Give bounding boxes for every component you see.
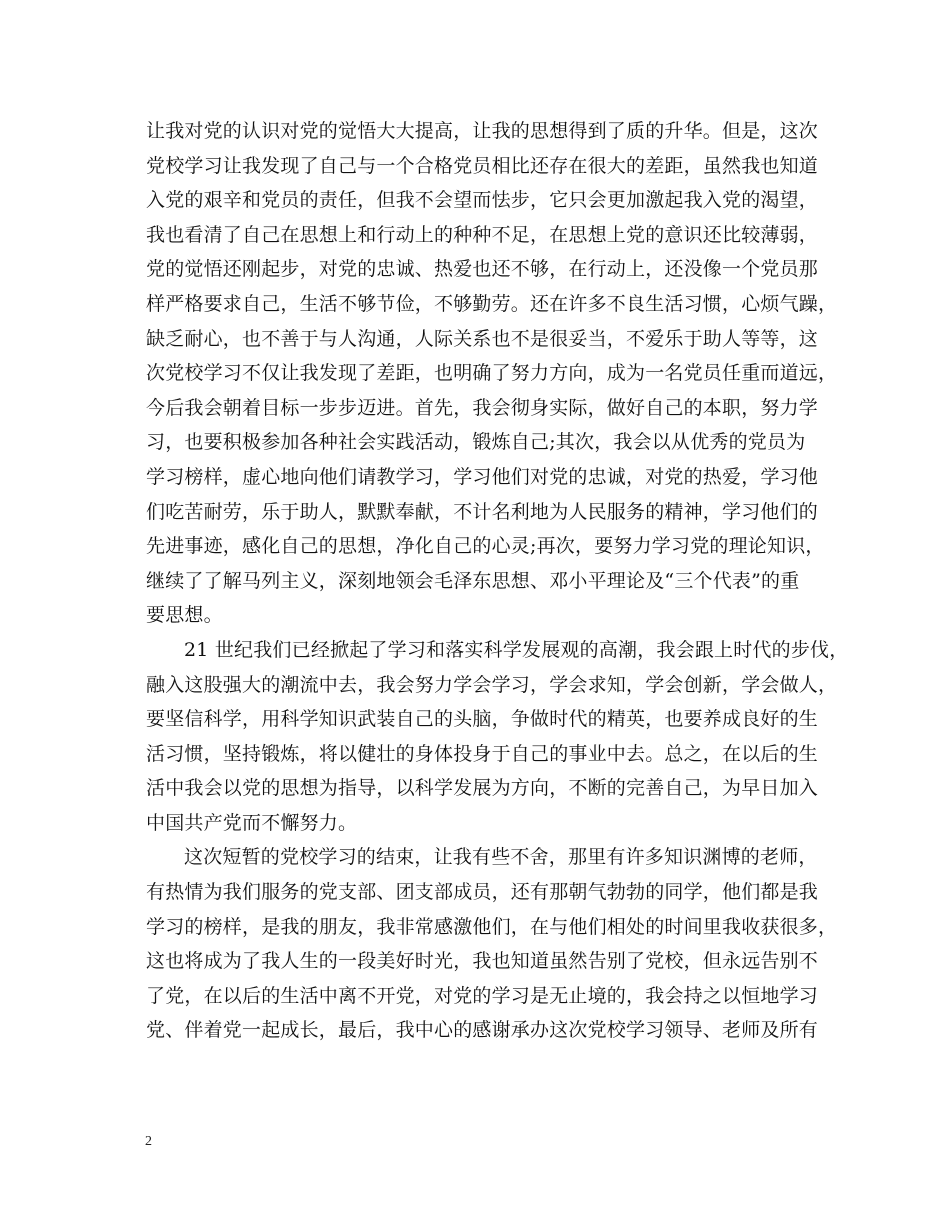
paragraph-first-line: 这次短暂的党校学习的结束，让我有些不舍，那里有许多知识渊博的老师， bbox=[184, 846, 818, 869]
text-line: 党、伴着党一起成长，最后，我中心的感谢承办这次党校学习领导、老师及所有 bbox=[146, 1019, 819, 1042]
text-line: 活习惯，坚持锻炼，将以健壮的身体投身于自己的事业中去。总之，在以后的生 bbox=[146, 742, 819, 765]
text-line: 学习的榜样，是我的朋友，我非常感激他们，在与他们相处的时间里我收获很多， bbox=[146, 915, 838, 938]
text-line: 我也看清了自己在思想上和行动上的种种不足，在思想上党的意识还比较薄弱， bbox=[146, 223, 819, 246]
document-body bbox=[146, 114, 849, 1048]
text-line: 入党的艰辛和党员的责任，但我不会望而怯步，它只会更加激起我入党的渴望， bbox=[146, 189, 819, 212]
text-line: 继续了了解马列主义，深刻地领会毛泽东思想、邓小平理论及“三个代表”的重 bbox=[146, 569, 800, 592]
text-line: 党的觉悟还刚起步，对党的忠诚、热爱也还不够，在行动上，还没像一个党员那 bbox=[146, 258, 819, 281]
text-line: 中国共产党而不懈努力。 bbox=[146, 811, 358, 834]
text-line: 要坚信科学，用科学知识武装自己的头脑，争做时代的精英，也要养成良好的生 bbox=[146, 708, 819, 731]
text-line: 习，也要积极参加各种社会实践活动，锻炼自己;其次，我会以从优秀的党员为 bbox=[146, 431, 806, 454]
text-line: 要思想。 bbox=[146, 604, 223, 627]
text-line: 们吃苦耐劳，乐于助人，默默奉献，不计名利地为人民服务的精神，学习他们的 bbox=[146, 500, 819, 523]
text-line: 今后我会朝着目标一步步迈进。首先，我会彻身实际，做好自己的本职，努力学 bbox=[146, 396, 819, 419]
text-line: 这也将成为了我人生的一段美好时光，我也知道虽然告别了党校，但永远告别不 bbox=[146, 950, 819, 973]
text-line: 次党校学习不仅让我发现了差距，也明确了努力方向，成为一名党员任重而道远， bbox=[146, 362, 838, 385]
text-line: 了党，在以后的生活中离不开党，对党的学习是无止境的，我会持之以恒地学习 bbox=[146, 984, 819, 1007]
text-line: 活中我会以党的思想为指导，以科学发展为方向，不断的完善自己，为早日加入 bbox=[146, 777, 819, 800]
text-line: 先进事迹，感化自己的思想，净化自己的心灵;再次，要努力学习党的理论知识， bbox=[146, 535, 825, 558]
text-line: 融入这股强大的潮流中去，我会努力学会学习，学会求知，学会创新，学会做人， bbox=[146, 673, 838, 696]
text-line: 让我对党的认识对党的觉悟大大提高，让我的思想得到了质的升华。但是，这次 bbox=[146, 120, 819, 142]
text-line: 党校学习让我发现了自己与一个合格党员相比还存在很大的差距，虽然我也知道 bbox=[146, 154, 819, 177]
text-line: 样严格要求自己，生活不够节俭，不够勤劳。还在许多不良生活习惯，心烦气躁， bbox=[146, 292, 838, 315]
text-line: 有热情为我们服务的党支部、团支部成员，还有那朝气勃勃的同学，他们都是我 bbox=[146, 881, 819, 904]
text-line: 缺乏耐心，也不善于与人沟通，人际关系也不是很妥当，不爱乐于助人等等，这 bbox=[146, 327, 819, 350]
paragraph-first-line: 21 世纪我们已经掀起了学习和落实科学发展观的高潮，我会跟上时代的步伐， bbox=[184, 638, 849, 661]
page-number: 2 bbox=[145, 1134, 152, 1149]
text-line: 学习榜样，虚心地向他们请教学习，学习他们对党的忠诚，对党的热爱，学习他 bbox=[146, 465, 819, 488]
